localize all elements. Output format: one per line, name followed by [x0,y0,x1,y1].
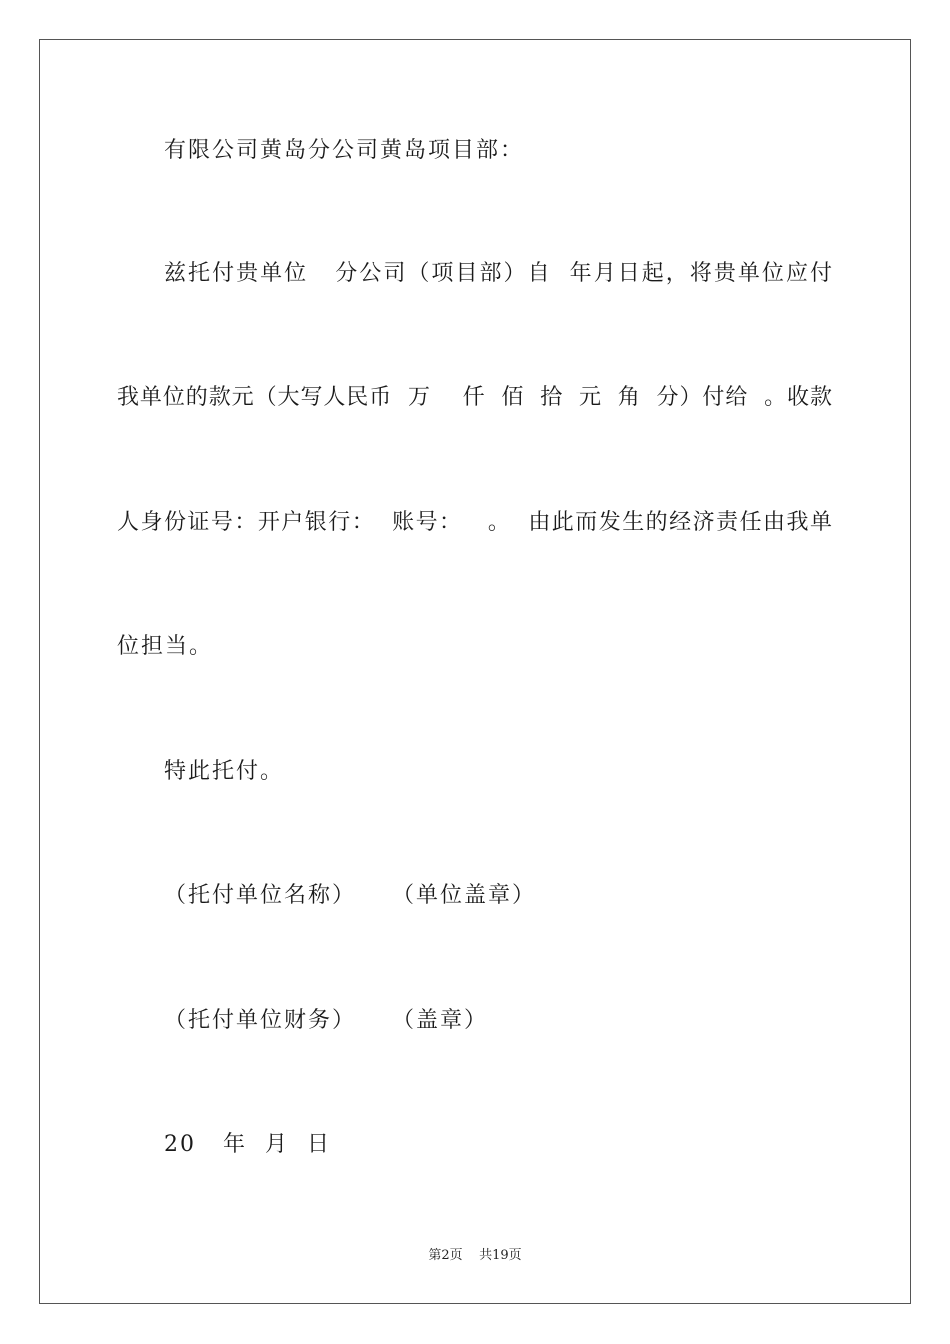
entrusting-unit-finance-line: （托付单位财务） （盖章） [164,1008,488,1033]
body-paragraph-line-4: 位担当。 [117,634,214,659]
page-number-footer: 第2页 共19页 [428,1248,522,1263]
body-paragraph-line-2: 我单位的款元（大写人民币 万 仟 佰 拾 元 角 分）付给 。收款 [117,385,832,410]
body-paragraph-line-1: 兹托付贵单位 分公司（项目部）自 年月日起，将贵单位应付 [164,261,832,286]
page-border [39,39,911,1304]
addressee-line: 有限公司黄岛分公司黄岛项目部： [164,138,525,163]
body-paragraph-line-3: 人身份证号：开户银行： 账号： 。 由此而发生的经济责任由我单 [117,510,832,535]
closing-remark: 特此托付。 [164,759,285,784]
date-line: 20 年 月 日 [164,1132,331,1157]
entrusting-unit-name-line: （托付单位名称） （单位盖章） [164,883,536,908]
